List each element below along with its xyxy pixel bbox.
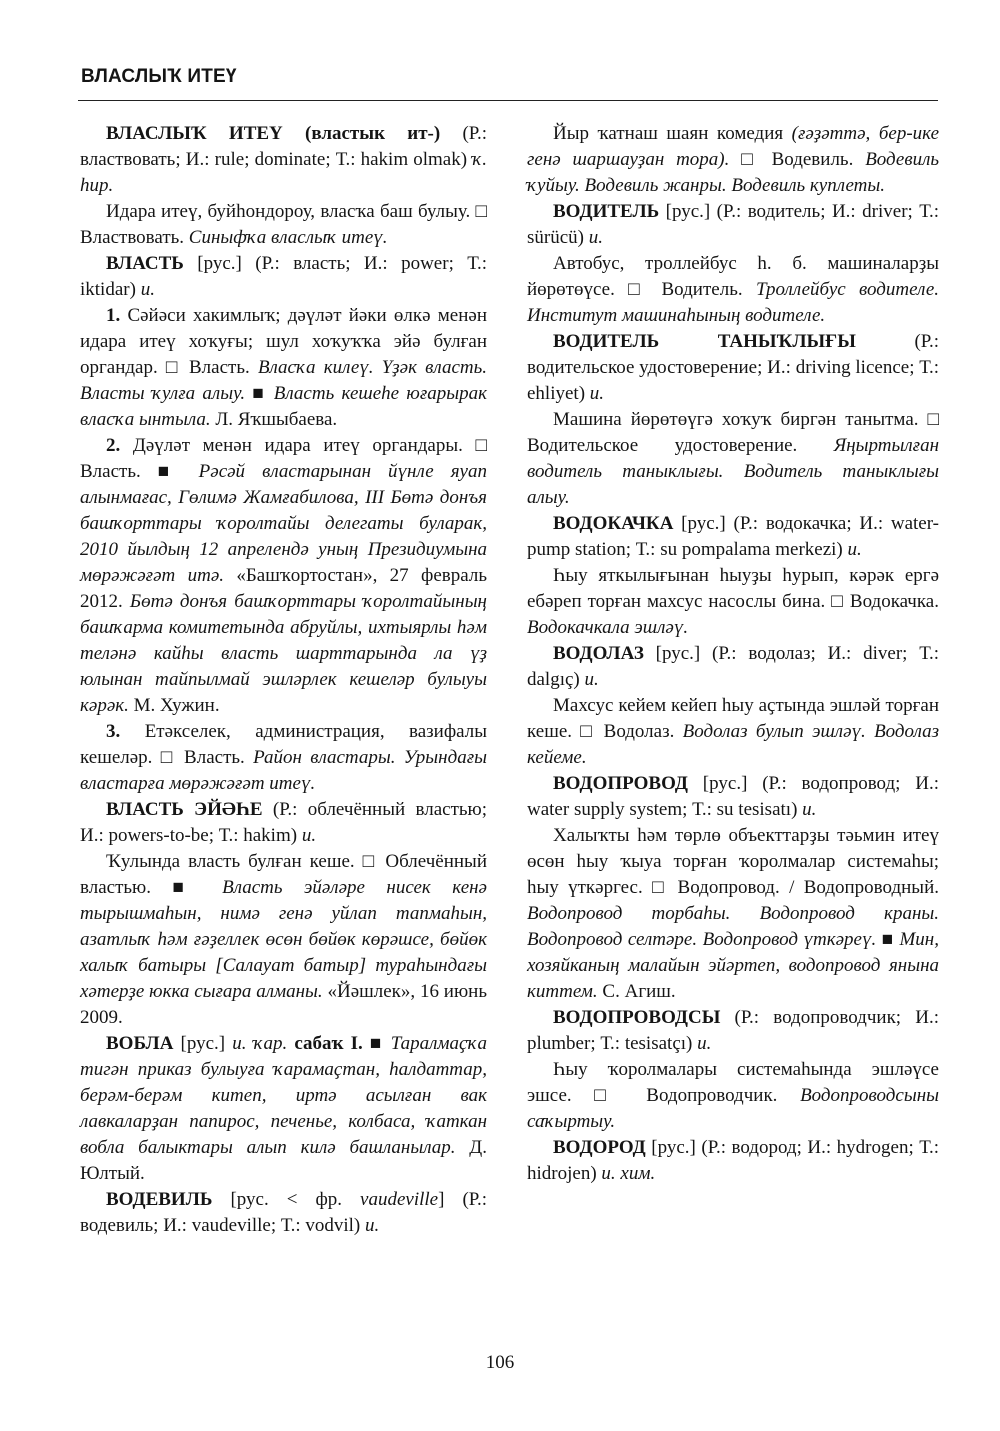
example-text: Бөтә донъя башҡорттары ҡоролтайының башҡарма комитетында абруйлы, ихтыярлы һәм теләнә кайһы власть шарттарында ла үҙ юлынан тайпылмай эшләрлек кешеләр булыуы кәрәк. [80,591,487,716]
example-text: u. хим. [601,1163,656,1184]
headword: ВЛАСЛЫҠ ИТЕҮ [106,123,283,144]
headword: ВОДОЛАЗ [553,643,644,664]
dictionary-paragraph [527,511,939,563]
example-text: vaudeville [360,1189,439,1210]
definition-text: Автобус, троллейбус h. б. машиналарҙы йөрөтөүсе. □ Водитель. [527,253,939,300]
dictionary-paragraph [527,641,939,693]
dictionary-paragraph [80,121,487,199]
headword: ВЛАСТЬ ЭЙӘҺЕ [106,799,263,820]
definition-text: [рус.] (Р.: водокачка; И.: water-pump station; Т.: su pompalama merkezi) [527,513,939,560]
definition-text: М. Хужин. [128,695,220,716]
headword: (властык ит-) [305,123,441,144]
example-text: u. [802,799,817,820]
definition-text: Идара итеү, буйһондороу, власҡа баш булыу. □ Властвовать. [80,201,487,248]
dictionary-paragraph [80,303,487,433]
example-text: u. [365,1215,380,1236]
dictionary-paragraph [80,199,487,251]
headword: ВОДОРОД [553,1137,646,1158]
headword: 2. [106,435,121,456]
left-column [80,121,487,1239]
dictionary-paragraph [80,433,487,719]
definition-text: □ Водевиль. [729,149,866,170]
example-text: Власть кешеһе юғарырак власҡа ынтыла. [80,383,487,430]
definition-text [283,123,305,144]
headword: сабаҡ I. [294,1033,363,1054]
example-text: u. [140,279,155,300]
example-text: Рәсәй властарынан йүнле яуап алынмағас, Гөлимә Жамғабилова, III Бөтә донъя башҡорттары ҡоролтайы делегаты буларак, 2010 йылдың 12 апрелендә уның Президиумына мөрәжәғәт итә. [80,461,487,586]
dictionary-paragraph [80,1187,487,1239]
headword: ВОДИТЕЛЬ [553,201,660,222]
example-text: Таралмаҫҡа тигән приказ булыуға ҡарамаҫтан, һалдаттар, берәм-берәм китеп, иртә асылған вак лавкаларҙан папирос, печенье, колбаса, ҡаткан вобла балыктары алып килә башланылар. [80,1033,487,1158]
example-text: u. [588,227,603,248]
definition-text: «Йәшлек», 16 июнь 2009. [80,981,487,1028]
definition-text: Халыҡты һәм төрлө объекттарҙы тәьмин итеү өсөн һыу ҡыуа торған ҡоролмалар системаһы; һыу үткәргес. □ Водопровод. / Водопроводный. [527,825,939,898]
headword: 1. [106,305,121,326]
definition-text: Д. Юлтый. [80,1137,488,1184]
definition-text: [рус.] [173,1033,233,1054]
headword: ВОДЕВИЛЬ [106,1189,213,1210]
right-column [527,121,939,1187]
definition-text: (Р.: властвовать; И.: rule; dominate; Т.: hakim olmak) [80,123,487,170]
definition-text: ■ [245,383,274,404]
example-text: Водокачкала эшләү. [527,617,689,638]
dictionary-paragraph [527,693,939,771]
example-text: Яңыртылған водитель таныклығы. Водитель таныклығы алыу. [527,435,939,508]
definition-text: Махсус кейем кейеп һыу аҫтында эшләй торған кеше. □ Водолаз. [527,695,939,742]
definition-text: (Р.: водительское удостоверение; И.: driving licence; Т.: ehliyet) [527,331,939,404]
example-text: Синыфҡа власлыҡ итеү. [188,227,388,248]
dictionary-paragraph [527,1005,939,1057]
definition-text: ] (Р.: водевиль; И.: vaudeville; Т.: vodvil) [80,1189,487,1236]
dictionary-paragraph [80,251,487,303]
dictionary-paragraph [527,1135,939,1187]
definition-text: ■ [876,929,900,950]
example-text: Водопровод торбаһы. Водопровод краны. Водопровод селтәре. Водопровод үткәреү. [527,903,939,950]
definition-text: ■ [362,1033,391,1054]
dictionary-paragraph [527,771,939,823]
definition-text: «Башҡортостан», 27 февраль 2012. [80,565,487,612]
example-text: u. [697,1033,712,1054]
example-text: ҡ. hир. [80,149,487,196]
headword: ВОБЛА [106,1033,174,1054]
definition-text: Ҡулында власть булған кеше. □ Облечённый властью. ■ [80,851,487,898]
dictionary-paragraph [80,849,487,1031]
definition-text: С. Агиш. [597,981,676,1002]
example-text: u. [847,539,862,560]
dictionary-paragraph [527,1057,939,1135]
dictionary-paragraph [527,251,939,329]
example-text: u. [301,825,317,846]
headword: ВЛАСТЬ [106,253,184,274]
example-text: u. ҡар. [232,1033,288,1054]
definition-text: Л. Яҡшыбаева. [210,409,338,430]
dictionary-paragraph [527,121,939,199]
example-text: Власҡа килеү. Үҙәк власть. Власты ҡулға алыу. [80,357,487,404]
dictionary-paragraph [80,1031,487,1187]
running-head: ВЛАСЛЫҠ ИТЕҮ [81,66,237,87]
definition-text: [рус.] (Р.: власть; И.: power; Т.: iktidar) [80,253,487,300]
headword: ВОДОПРОВОД [553,773,688,794]
definition-text: [рус. < фр. [212,1189,361,1210]
dictionary-paragraph [527,199,939,251]
definition-text: Етәкселек, администрация, вазифалы кешеләр. □ Власть. [80,721,487,768]
definition-text: [рус.] (Р.: водитель; И.: driver; Т.: sürücü) [527,201,939,248]
example-text: Водолаз булып эшләү. Водолаз кейеме. [527,721,939,768]
definition-text: [рус.] (Р.: водолаз; И.: diver; Т.: dalgıç) [527,643,939,690]
example-text: u. [589,383,605,404]
headword: ВОДИТЕЛЬ ТАНЫҠЛЫҒЫ [553,331,856,352]
example-text: (ғәҙәттә, бер-ике генә шаршауҙан тора). [527,123,939,170]
dictionary-paragraph [527,823,939,1005]
dictionary-paragraph [527,407,939,511]
headword: ВОДОКАЧКА [553,513,674,534]
header-rule [78,100,938,101]
headword: 3. [106,721,121,742]
definition-text: (Р.: облечённый властью; И.: powers-to-be; Т.: hakim) [80,799,488,846]
dictionary-paragraph [80,797,487,849]
definition-text: Һыу ҡоролмалары системаһында эшләүсе эшсе. □ Водопроводчик. [527,1059,939,1106]
example-text: Власть эйәләре нисек кенә тырышмаһын, нимә генә уйлап тапмаһын, азатлыҡ һәм ғәҙеллек өсөн бөйөк көрәшсе, бөйөк халыҡ батыры [Салауат батыр] тураһындағы хәтерҙе юкка сығара алманы. [80,877,487,1002]
definition-text: [рус.] (Р.: водород; И.: hydrogen; Т.: hidrojen) [527,1137,939,1184]
example-text: Водопроводсыны саҡыртыу. [527,1085,939,1132]
example-text: u. [584,669,599,690]
definition-text: Йыр ҡатнаш шаян комедия [553,123,792,144]
dictionary-paragraph [527,563,939,641]
definition-text: (Р.: водопроводчик; И.: plumber; Т.: tesisatçı) [527,1007,939,1054]
definition-text: [рус.] (Р.: водопровод; И.: water supply system; Т.: su tesisatı) [527,773,939,820]
page-number: 106 [485,1352,515,1373]
definition-text: Дәүләт менән идара итеү органдары. □ Власть. ■ [80,435,487,482]
example-text: Троллейбус водителе. Институт машинаһының водителе. [527,279,940,326]
example-text: Водевиль ҡуйыу. Водевиль жанры. Водевиль куплеты. [527,149,939,196]
definition-text: Һыу яткылығынан һыуҙы һурып, кәрәк ергә ебәреп торған махсус насослы бина. □ Водокачка. [527,565,939,612]
example-text: Мин, хозяйканың малайын эйәртеп, водопровод янына киттем. [527,929,939,1002]
definition-text: Сәйәси хакимлыҡ; дәүләт йәки өлкә менән идара итеү хоҡуғы; шул хоҡуҡҡа эйә булған органдар. □ Власть. [80,305,487,378]
dictionary-paragraph [80,719,487,797]
dictionary-paragraph [527,329,939,407]
headword: ВОДОПРОВОДСЫ [553,1007,721,1028]
example-text: Район властары. Урындағы властарға мөрәжәғәт итеү. [80,747,487,794]
definition-text: Машина йөрөтөүгә хоҡуҡ биргән танытма. □ Водительское удостоверение. [527,409,939,456]
